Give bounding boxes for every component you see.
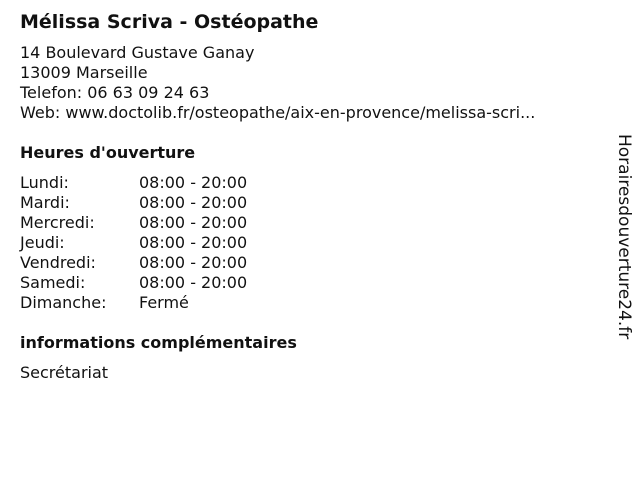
hours-row-thursday (20, 233, 600, 253)
hours-value: 08:00 - 20:00 (139, 233, 248, 252)
hours-value: 08:00 - 20:00 (139, 273, 248, 292)
hours-row-saturday (20, 273, 600, 293)
day-label: Dimanche: (20, 293, 107, 312)
hours-row-friday (20, 253, 600, 273)
business-card (20, 9, 600, 383)
day-label: Jeudi: (20, 233, 65, 252)
hours-row-monday (20, 173, 600, 193)
hours-value: 08:00 - 20:00 (139, 213, 248, 232)
opening-hours-title: Heures d'ouverture (20, 143, 196, 162)
address-line-2: 13009 Marseille (20, 63, 148, 82)
hours-value: Fermé (139, 293, 189, 312)
hours-value: 08:00 - 20:00 (139, 253, 248, 272)
day-label: Mardi: (20, 193, 70, 212)
phone-label: Telefon: (20, 83, 83, 102)
hours-value: 08:00 - 20:00 (139, 173, 248, 192)
web-row (20, 103, 600, 123)
address-line-1: 14 Boulevard Gustave Ganay (20, 43, 255, 62)
phone-row (20, 83, 600, 103)
hours-value: 08:00 - 20:00 (139, 193, 248, 212)
business-title: Mélissa Scriva - Ostéopathe (20, 11, 319, 33)
day-label: Samedi: (20, 273, 86, 292)
day-label: Lundi: (20, 173, 69, 192)
vertical-brand-text: Horairesdouverture24.fr (614, 134, 634, 340)
website-link[interactable]: www.doctolib.fr/osteopathe/aix-en-provence/melissa-scri... (65, 103, 536, 122)
day-label: Vendredi: (20, 253, 96, 272)
additional-info-title: informations complémentaires (20, 333, 297, 352)
hours-row-wednesday (20, 213, 600, 233)
day-label: Mercredi: (20, 213, 95, 232)
hours-row-tuesday (20, 193, 600, 213)
opening-hours-list (20, 173, 600, 313)
additional-info-text: Secrétariat (20, 363, 109, 382)
hours-row-sunday (20, 293, 600, 313)
web-label: Web: (20, 103, 61, 122)
phone-number[interactable]: 06 63 09 24 63 (87, 83, 210, 102)
